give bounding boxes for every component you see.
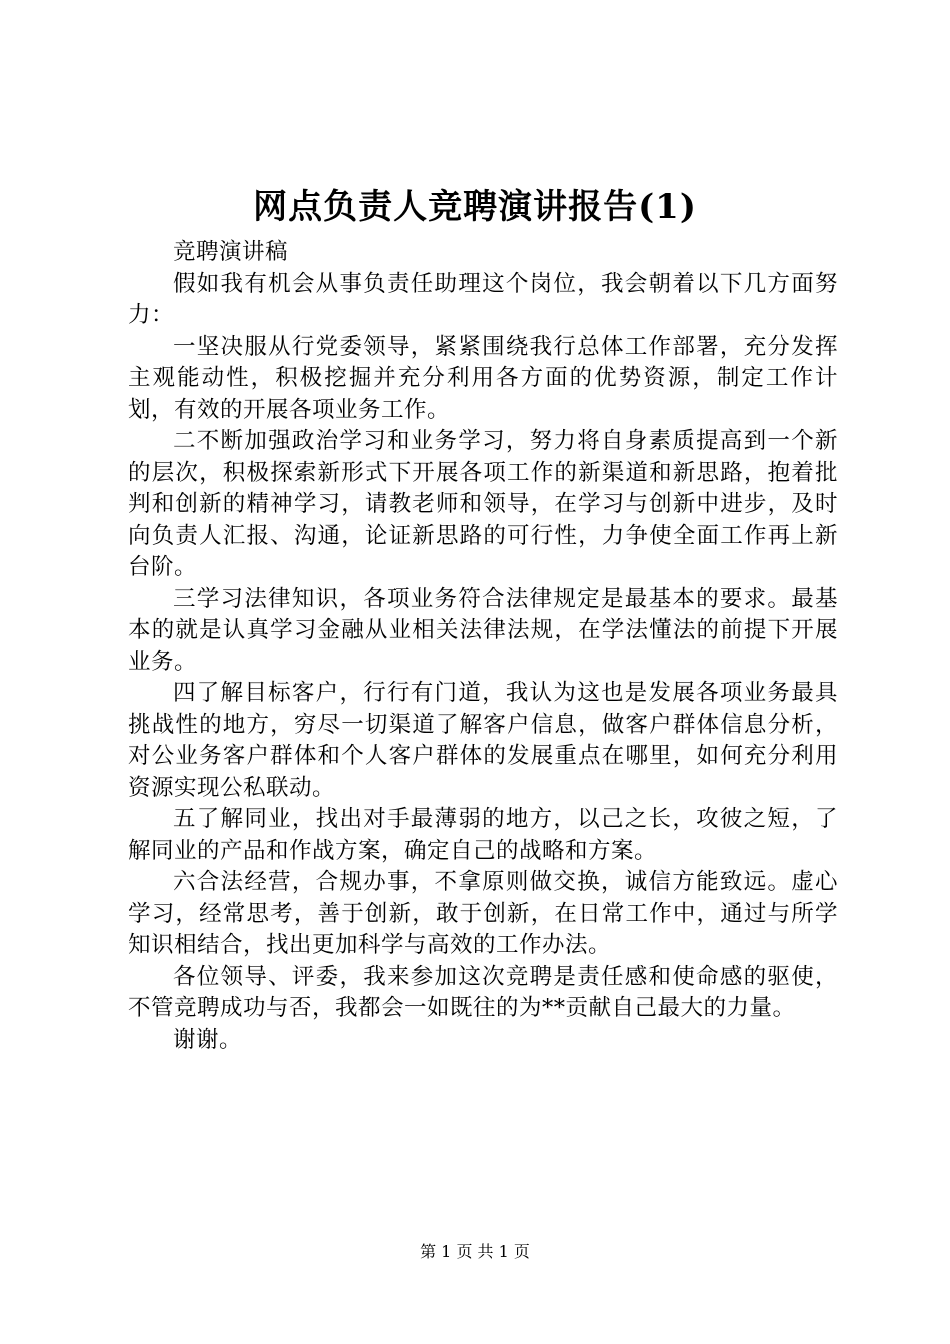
document-title: 网点负责人竞聘演讲报告(1) <box>253 187 697 227</box>
paragraph-heading: 竞聘演讲稿 <box>173 239 289 265</box>
paragraph-point-3: 三学习法律知识，各项业务符合法律规定是最基本的要求。最基本的就是认真学习金融从业相关法律法规，在学法懂法的前提下开展业务。 <box>128 585 838 675</box>
paragraph-point-5: 五了解同业，找出对手最薄弱的地方，以己之长，攻彼之短，了解同业的产品和作战方案，确定自己的战略和方案。 <box>128 806 838 864</box>
paragraph-thanks: 谢谢。 <box>173 1026 243 1053</box>
paragraph-point-4: 四了解目标客户，行行有门道，我认为这也是发展各项业务最具挑战性的地方，穷尽一切渠道了解客户信息，做客户群体信息分析，对公业务客户群体和个人客户群体的发展重点在哪里，如何充分利用资源实现公私联动。 <box>128 680 838 801</box>
document-body <box>128 237 838 1056</box>
paragraph-point-6: 六合法经营，合规办事，不拿原则做交换，诚信方能致远。虚心学习，经常思考，善于创新，敢于创新，在日常工作中，通过与所学知识相结合，找出更加科学与高效的工作办法。 <box>128 869 838 958</box>
paragraph-closing: 各位领导、评委，我来参加这次竞聘是责任感和使命感的驱使，不管竞聘成功与否，我都会一如既往的为**贡献自己最大的力量。 <box>128 963 838 1021</box>
paragraph-point-1: 一坚决服从行党委领导，紧紧围绕我行总体工作部署，充分发挥主观能动性，积极挖掘并充分利用各方面的优势资源，制定工作计划，有效的开展各项业务工作。 <box>128 333 838 423</box>
paragraph-intro: 假如我有机会从事负责任助理这个岗位，我会朝着以下几方面努力： <box>128 270 838 328</box>
paragraph-point-2: 二不断加强政治学习和业务学习，努力将自身素质提高到一个新的层次，积极探索新形式下开展各项工作的新渠道和新思路，抱着批判和创新的精神学习，请教老师和领导，在学习与创新中进步，及时向负责人汇报、沟通，论证新思路的可行性，力争使全面工作再上新台阶。 <box>128 428 838 580</box>
page-footer: 第 1 页 共 1 页 <box>420 1242 530 1261</box>
